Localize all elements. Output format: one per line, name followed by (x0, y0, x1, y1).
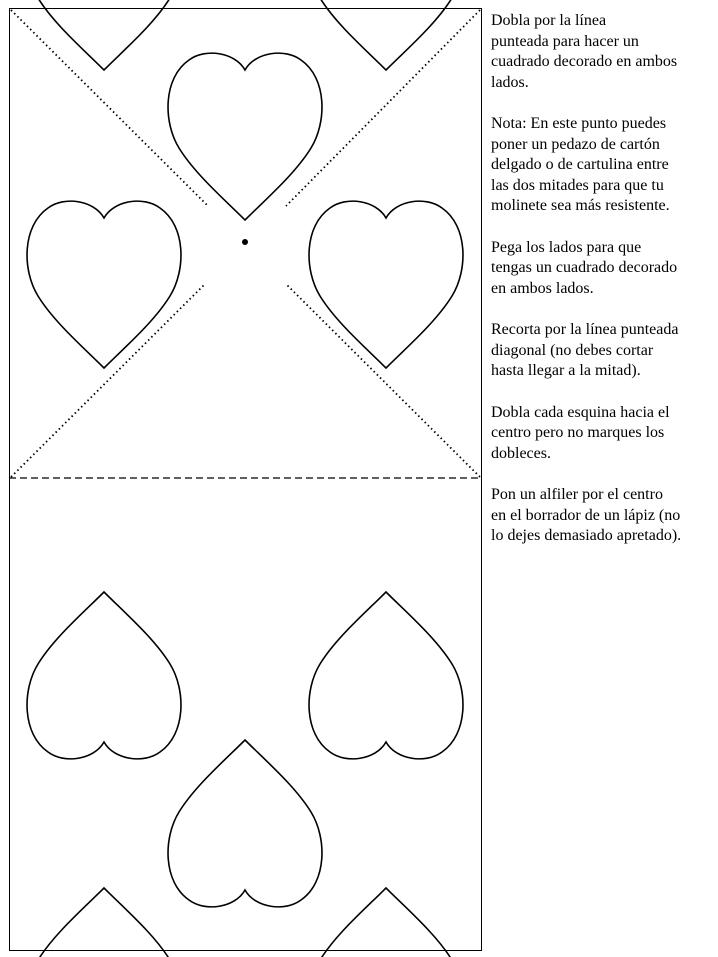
cut-line-bottom-right (286, 284, 480, 477)
instruction-step: Nota: En este punto puedes poner un pedazo de cartón delgado o de cartulina entre las dos mitades para que tu molinete sea más resistente. (491, 115, 670, 214)
center-pin-dot (242, 239, 248, 245)
cut-line-top-right (286, 10, 480, 206)
heart-bottom-lower-right (309, 888, 463, 957)
heart-bottom-lower-left (27, 888, 181, 957)
instruction-step: Recorta por la línea punteada diagonal (no debes cortar hasta llegar a la mitad). (491, 321, 679, 379)
heart-center-top (168, 53, 322, 220)
instruction-step: Pon un alfiler por el centro en el borrador de un lápiz (no lo dejes demasiado apretado). (491, 486, 682, 544)
instruction-step: Pega los lados para que tengas un cuadrado decorado en ambos lados. (491, 238, 678, 297)
heart-mid-right (309, 201, 463, 368)
heart-mid-left (27, 201, 181, 368)
instructions-panel (491, 11, 717, 568)
heart-bottom-upper-right (309, 592, 463, 759)
heart-bottom-upper-left (27, 592, 181, 759)
instruction-step: Dobla cada esquina hacia el centro pero no marques los dobleces. (491, 403, 670, 462)
instruction-step: Dobla por la línea punteada para hacer un cuadrado decorado en ambos lados. (491, 12, 678, 91)
heart-top-right (309, 0, 463, 70)
heart-top-left (27, 0, 181, 70)
cut-line-bottom-left (11, 284, 205, 477)
cut-line-top-left (11, 10, 207, 205)
heart-bottom-center (168, 740, 322, 907)
template-border (10, 9, 482, 951)
